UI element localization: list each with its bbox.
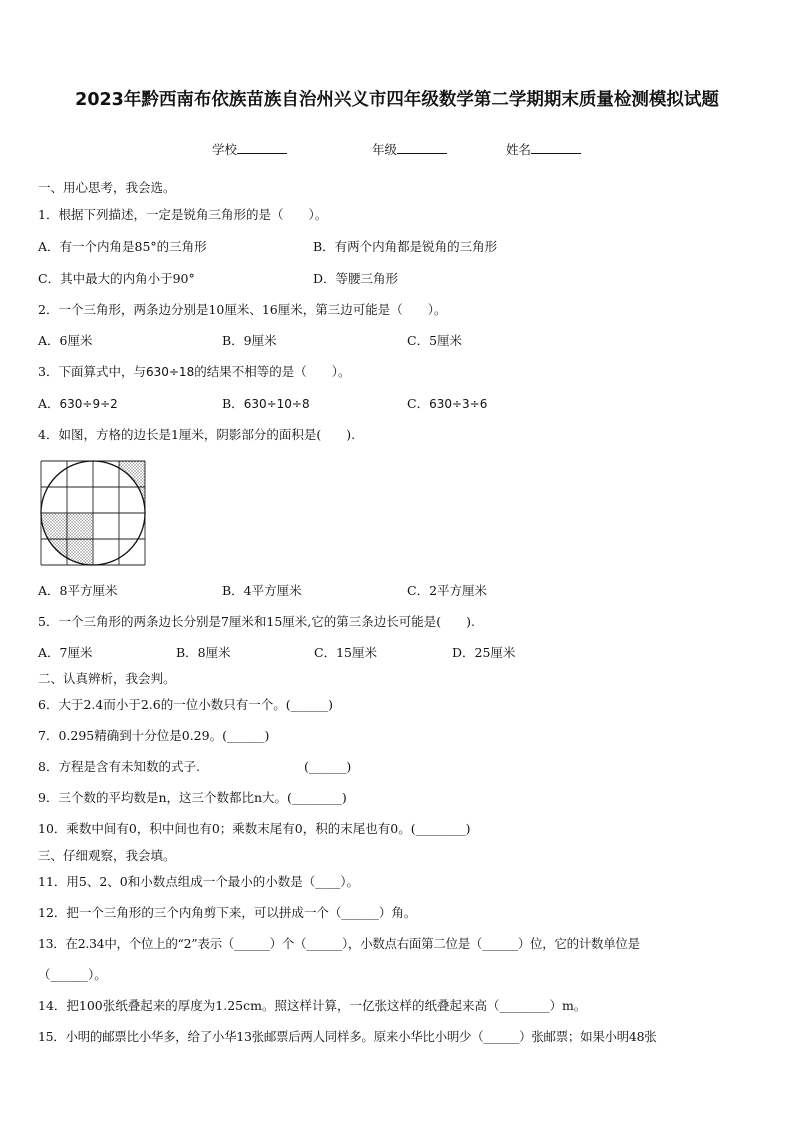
q5-option-c: C．15厘米	[314, 645, 377, 660]
q9: 9．三个数的平均数是n，这三个数都比n大。(________)	[38, 790, 347, 805]
q2-option-b: B．9厘米	[222, 333, 277, 348]
q1-option-a: A．有一个内角是85°的三角形	[38, 239, 207, 254]
q1-option-c: C．其中最大的内角小于90°	[38, 271, 195, 286]
q13-line-1: 13．在2.34中，个位上的“2”表示（______）个（______），小数点右面第二位是（______）位，它的计数单位是	[38, 936, 640, 951]
q2-option-a: A．6厘米	[38, 333, 93, 348]
q7: 7．0.295精确到十分位是0.29。(______)	[38, 728, 270, 743]
school-field	[212, 140, 287, 158]
section-3-heading: 三、仔细观察，我会填。	[38, 848, 176, 863]
q4-option-a: A．8平方厘米	[38, 583, 118, 598]
q3-stem-part-2: 的结果不相等的是（ ）。	[194, 364, 351, 379]
q8-blank: (______)	[304, 759, 352, 774]
q3-option-a-label: A．	[38, 396, 60, 411]
q5-stem: 5．一个三角形的两条边长分别是7厘米和15厘米,它的第三条边长可能是( ).	[38, 614, 476, 629]
q3-option-b-label: B．	[222, 396, 244, 411]
q3-option-b	[222, 396, 310, 412]
q11: 11．用5、2、0和小数点组成一个最小的小数是（____）。	[38, 874, 360, 889]
q14: 14．把100张纸叠起来的厚度为1.25cm。照这样计算，一亿张这样的纸叠起来高（________）m。	[38, 998, 587, 1013]
q3-option-a-expression: 630÷9÷2	[59, 397, 118, 411]
q1-stem: 1．根据下列描述，一定是锐角三角形的是（ ）。	[38, 207, 328, 222]
q4-option-b: B．4平方厘米	[222, 583, 302, 598]
q2-option-c: C．5厘米	[407, 333, 463, 348]
q5-option-b: B．8厘米	[176, 645, 231, 660]
q1-option-d: D．等腰三角形	[313, 271, 399, 286]
q3-option-b-expression: 630÷10÷8	[243, 397, 310, 411]
q3-stem-expression: 630÷18	[145, 365, 195, 379]
q10: 10．乘数中间有0，积中间也有0；乘数末尾有0，积的末尾也有0。(________)	[38, 821, 471, 836]
name-blank[interactable]	[531, 141, 581, 154]
q4-stem: 4．如图，方格的边长是1厘米，阴影部分的面积是( ).	[38, 427, 356, 442]
q6: 6．大于2.4而小于2.6的一位小数只有一个。(______)	[38, 697, 333, 712]
q8-text: 8．方程是含有未知数的式子.	[38, 759, 200, 774]
grade-blank[interactable]	[397, 141, 447, 154]
name-field	[506, 140, 581, 158]
q15: 15．小明的邮票比小华多，给了小华13张邮票后两人同样多。原来小华比小明少（______）张邮票；如果小明48张	[38, 1029, 657, 1044]
q12: 12．把一个三角形的三个内角剪下来，可以拼成一个（______）角。	[38, 905, 417, 920]
section-2-heading: 二、认真辨析，我会判。	[38, 671, 176, 686]
q3-option-c-expression: 630÷3÷6	[429, 397, 488, 411]
q4-option-c: C．2平方厘米	[407, 583, 488, 598]
q3-stem-part-1: 3．下面算式中，与	[38, 364, 146, 379]
q3-stem	[38, 364, 350, 380]
q4-grid-figure	[40, 460, 146, 566]
school-blank[interactable]	[237, 141, 287, 154]
q3-option-c-label: C．	[407, 396, 430, 411]
q5-option-d: D．25厘米	[452, 645, 516, 660]
q1-option-b: B．有两个内角都是锐角的三角形	[313, 239, 498, 254]
q3-option-c	[407, 396, 487, 412]
grade-field	[372, 140, 447, 158]
q2-stem: 2．一个三角形，两条边分别是10厘米、16厘米，第三边可能是（ ）。	[38, 302, 447, 317]
school-label: 学校	[212, 142, 238, 157]
q5-option-a: A．7厘米	[38, 645, 93, 660]
q3-option-a	[38, 396, 118, 412]
grade-label: 年级	[372, 142, 398, 157]
q13-line-2: （______）。	[38, 967, 107, 982]
name-label: 姓名	[506, 142, 532, 157]
page-title: 2023年黔西南布依族苗族自治州兴义市四年级数学第二学期期末质量检测模拟试题	[75, 90, 719, 110]
section-1-heading: 一、用心思考，我会选。	[38, 180, 176, 195]
